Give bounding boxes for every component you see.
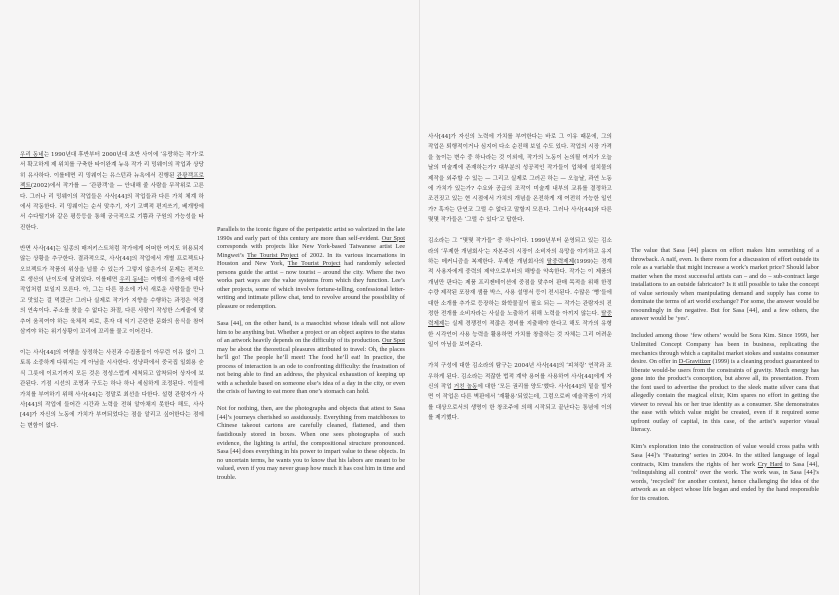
body-text: Parallels to the iconic figure of the peripatetic artist so valorized in the late 1990s and early part of this century are more than self-evident.: [217, 226, 405, 242]
underlined-title: 우리 동네: [119, 276, 144, 283]
body-text: Sasa [44], on the other hand, is a masochist whose ideals will not allow him to be anything but. Whether a project or an object aspires to the status of an artwork heavily depends on the difficulty of its production.: [217, 319, 405, 345]
underlined-title: 관광객프로젝트: [20, 172, 204, 190]
body-text: (2002)에서 작가를 — ‘관광객’을 — 안내해 줄 사람을 무작위로 고른다. 그러나 리 밍웨이의 작업들은 사사[44]의 작업들과 다른 가치 체계 하에서 작동한다. 리 밍웨이는 순서 맞추기, 자기 고백적 편지쓰기, 베개방에서 수다떨기와 같은 평등등을 통해 궁극적으로 기쁨과 구원의 가능성을 타진한다.: [20, 183, 204, 231]
underlined-title: Our Spot: [381, 234, 405, 242]
paragraph: [20, 244, 204, 338]
body-text: 사사[44]가 자신의 노력에 가치를 부여한다는 바로 그 이유 때문에, 그의 작업은 퇴행적이거나 심지어 다소 순진해 보일 수도 있다. 작업의 시장 가격을 높이는 변수 중 하나라는 것 이외에, 작가의 노동이 논의될 여지가 오늘날의 미술계에 존재하는가? 대부분의 성공적인 작가들이 업체에 설치물의 제작을 외주할 수 있는 — 그리고 실제로 그러곤 하는 — 오늘날, 과연 노동에 가치가 있는가? 수요와 공급의 조작이 미술계 내부의 교류를 결정하고 조건짓고 있는 현 시점에서 가치의 개념을 온전하게 재 여전히 가능한 일인가? 혹자는 단연코 그럴 수 없다고 말할지 모른다. 그러나 사사[44]와 다른 몇몇 작가들은 ‘그럴 수 있다’고 답한다.: [428, 134, 612, 224]
body-text: 는 실제 경쟁전이 적잖은 경비를 지출해야 한다고 해도 작가의 유형한 시각언어 사용 능력을 활용하면 가치를 창출하는 것 자체는 그리 어려운 일이 아님을 보여준다.: [428, 321, 612, 349]
underlined-title: 탈중력제제: [428, 311, 612, 328]
body-text: may be about the theoretical pleasures attributed to travel: Oh, the places he’ll go! The people he’ll meet! The food he’ll eat! In practice, the process of interaction is an ode to confronting difficulty: the frustration of not being able to find an address, the physical exhaustion of keeping up with a schedule based on someone else’s idea of a day in the city, or even the crisis of having to eat more than one’s stomach can hold.: [217, 345, 405, 396]
english-column-left: [217, 226, 405, 491]
body-text: The value that Sasa [44] places on effort makes him something of a throwback. A naïf, even. Is there room for a discussion of effort outside its role as a variable that might increase a work’s market price? Should labor matter when the most successful artists can – and do – sub-contract large installations to an outside fabricator? Is it still possible to take the concept of value seriously when manipulating demand and supply has come to dominate the terms of art world exchange? For some, the answer would be resoundingly in the negative. But for Sasa [44], and a few others, the answer would be ‘yes’.: [631, 247, 819, 323]
body-text: 반면 사사[44]는 일종의 매저키스트처럼 작가에게 어떠한 여지도 허용되지 않는 상황을 추구한다. 결과적으로, 사사[44]의 작업에서 개별 프로젝트나 오브젝트가 작품의 위상을 넘볼 수 있는가 그렇지 않은가의 문제는 전적으로 생산의 난이도에 달려있다. 이를테면: [20, 245, 204, 283]
underlined-title: 거친 놀동: [453, 383, 478, 390]
body-text: 가치 구성에 대한 김소라의 탐구는 2004년 사사[44]의 ‘피처링’ 연작과 조우하게 된다. 김소라는 적잖한 법적 계약 용어를 사용하여 사사[44]에게 자신의 작업: [428, 363, 612, 390]
paragraph: [20, 348, 204, 431]
underlined-title: Our Spot: [382, 337, 405, 345]
paragraph: [217, 405, 405, 482]
underlined-title: The Tourist Project: [287, 260, 341, 268]
underlined-title: 우리 동네: [20, 152, 44, 158]
body-text: 김소라는 그 “몇몇 작가들” 중 하나이다. 1999년부터 운영되고 있는 김소라의 ‘무제한 개념회사’는 자본주의 시장이 소비자의 욕망을 야기하고 유지하는 메커니즘을 복제한다. 무제한 개념회사의: [428, 238, 612, 265]
body-text: Included among those ‘few others’ would be Sora Kim. Since 1999, her Unlimited Concept Company has been in business, replicating the mechanics through which a capitalist market stokes and sustains consumer desire. On offer in: [631, 332, 819, 366]
paragraph: [631, 443, 819, 503]
body-text: (1999) is a cleaning product guaranteed to liberate would-be users from the constraints of gravity. Much energy has gone into the product’s conception, but above all, its presentation. From the font used to advertise the product to the sleek matte silver cans that allegedly contain the magical elixir, Kim spares no effort in getting the viewer to reveal his or her true identity as a consumer. She demonstrates the ease with which value might be created, even if it required some upfront outlay of capital, in this case, of the artist’s superior visual literacy.: [631, 358, 819, 434]
paragraph: [217, 320, 405, 397]
paragraph: [217, 226, 405, 311]
body-text: (1999)는 경계적 사용자에게 중력의 제약으로부터의 해방을 약속한다. 작가는 이 제품의 개념만 판다는 제품 프리젠테이션에 중점을 맞추어 판매 목적을 위해 한정 수량 제작된 포장재 샘플 박스, 사용 설명서 등이 전시된다. 수많은 ‘뻥’들에 대한 소개를 추가로 등장하는 화학물질이 필요 되는 — 작가는 관람자의 진정한 전개를 소비자라는 사실을 노출하기 위해 노력을 아끼지 않는다.: [428, 258, 612, 317]
paragraph: [631, 332, 819, 435]
paragraph: [20, 150, 204, 233]
body-text: Kim’s exploration into the construction of value would cross paths with Sasa [44]’s ‘Featuring’ series in 2004. In the stilted language of legal contracts, Kim transfers the rights of her work: [631, 443, 819, 468]
english-column-right: [631, 247, 819, 512]
body-text: 는 1990년대 후반부터 2000년대 초반 사이에 ‘유랑하는 작가’로서 확고하게 제 위치를 구축한 타이완계 뉴욕 작가 리 밍웨이의 작업과 상당히 유사하다. 이를테면 리 밍웨이는 유스턴과 뉴욕에서 진행된: [20, 152, 204, 179]
underlined-title: The Tourist Project: [246, 251, 299, 259]
paragraph: [428, 236, 612, 350]
underlined-title: 탈중력제제: [546, 258, 575, 265]
body-text: 에 대한 ‘모든 권리를 양도’했다. 사사[44]의 밑을 빌자면 이 작업은 다른 벽판에서 ‘재활용’되었는데, 그럼으로써 예술작품이 가치를 대상으로서의 생명이 한 창조주에 의해 시작되고 끝난다는 통념에 이의를 제기했다.: [428, 383, 612, 422]
body-text: had randomly selected persons guide the artist – now tourist – around the city. Where the two works part ways are the value systems from which they function. Lee’s other projects, some of which involve fortune-telling, confessional letter-writing and intimate pillow chat, tend to revolve around the possibility of pleasure or redemption.: [217, 260, 405, 310]
underlined-title: Cry Hard: [757, 460, 783, 468]
paragraph: [428, 132, 612, 226]
paragraph: [631, 247, 819, 324]
body-text: of 2002. In its various incarnations in Houston and New York,: [217, 251, 405, 268]
body-text: 이는 사사[44]의 여행을 상정하는 사진과 수집품들이 아무런 이유 없이 그토록 소중하게 다뤄지는 게 아님을 시사한다. 성냥곽에서 중국집 일회용 숟식 그릇에 이르기까지 모든 것은 정성스럽게 세척되고 압착되어 상자에 보관된다. 기점 시선의 조명과 구도는 하나 하나 세심하게 조정된다. 이들에 가치를 부여하기 위해 사사[44]는 정말로 최선을 다한다. 설령 관람자가 사사[44]의 작업에 들어간 시간과 노력을 전혀 알아채지 못한다 해도, 사사[44]가 자신의 노동에 가치가 부여되었다는 점을 알리고 싶어한다는 점에는 변함이 없다.: [20, 349, 204, 429]
underlined-title: D-Gravitizer: [678, 358, 711, 366]
body-text: 는 여행의 즐거움에 대한 작업처럼 보일지 모른다. 아, 그는 다른 장소에 가서 새로운 사람들을 만나고 맛있는 걸 먹겠군! 그러나 실제로 작가가 지향을 수행하는 과정은 역경의 연속이다. 주소를 찾을 수 없다는 좌절, 다른 사람이 작성한 스케줄에 맞추어 움직여야 하는 육체적 피로, 혼자 대 익기 곤란한 문화의 음식을 참어 삼켜야 하는 위기상황이 꼬리에 꼬리를 물고 이어진다.: [20, 276, 204, 335]
body-text: Not for nothing, then, are the photographs and objects that attest to Sasa [44]’s journeys cherished so assiduously. Everything from matchboxes to Chinese takeout cartons are carefully cleaned, flattened, and then fastidiously stored in boxes. When one sees photographs of such evidence, the lighting is artful, the compositional structure pronounced. Sasa [44] does everything in his power to impart value to these objects. In no uncertain terms, he wants you to know that his labors are meant to be valued, even if you may never grasp how much it has cost him in time and trouble.: [217, 405, 405, 481]
korean-column-left: [20, 150, 204, 442]
left-page: [0, 0, 419, 595]
korean-column-right: [428, 132, 612, 434]
body-text: corresponds with projects like New York-based Taiwanese artist Lee Mingwei’s: [217, 243, 405, 259]
paragraph: [428, 361, 612, 423]
right-page: [420, 0, 839, 595]
body-text: to Sasa [44], ‘relinquishing all control’ over the work. The work was, in Sasa [44]’s words, ‘recycled’ for another context, hence challenging the idea of the artwork as an object whose life began and ended by the hand responsible for its creation.: [631, 460, 819, 502]
